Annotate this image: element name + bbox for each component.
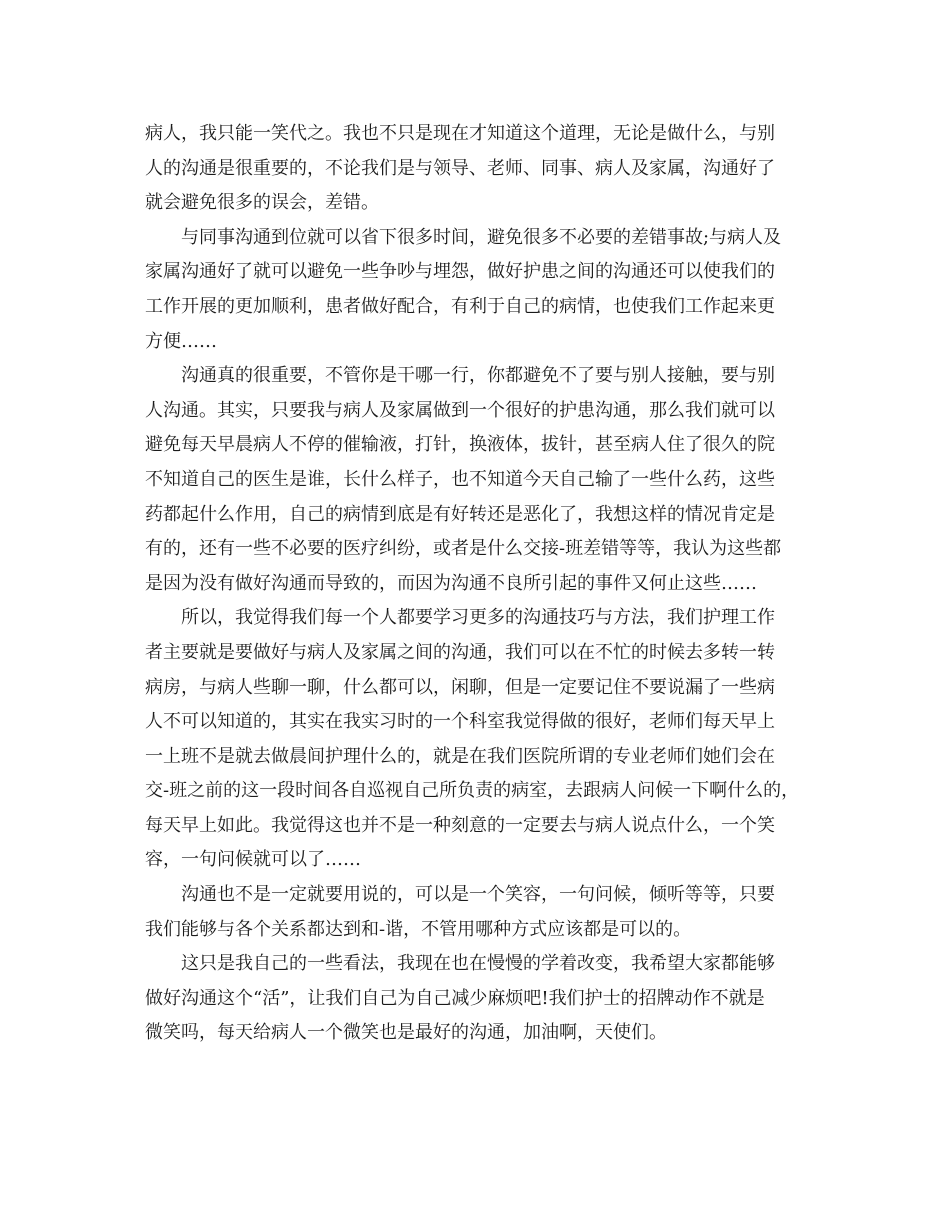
text-line: 容，一句问候就可以了…… [145, 849, 361, 871]
text-line: 方便…… [145, 330, 217, 352]
body-text [145, 117, 825, 1051]
text-line: 这只是我自己的一些看法，我现在也在慢慢的学着改变，我希望大家都能够 [181, 953, 775, 975]
text-line: 病人，我只能一笑代之。我也不只是现在才知道这个道理，无论是做什么，与别 [145, 123, 775, 144]
paragraph [145, 221, 825, 359]
text-line: 沟通真的很重要，不管你是干哪一行，你都避免不了要与别人接触，要与别 [181, 365, 775, 387]
text-line: 有的，还有一些不必要的医疗纠纷，或者是什么交接-班差错等等，我认为这些都 [145, 538, 782, 560]
text-line: 与同事沟通到位就可以省下很多时间，避免很多不必要的差错事故;与病人及 [181, 226, 782, 248]
text-line: 避免每天早晨病人不停的催输液，打针，换液体，拔针，甚至病人住了很久的院 [145, 434, 775, 456]
text-line: 病房，与病人些聊一聊，什么都可以，闲聊，但是一定要记住不要说漏了一些病 [145, 676, 775, 698]
paragraph [145, 601, 825, 878]
text-line: 人的沟通是很重要的，不论我们是与领导、老师、同事、病人及家属，沟通好了 [145, 157, 775, 179]
text-line: 所以，我觉得我们每一个人都要学习更多的沟通技巧与方法，我们护理工作 [181, 607, 775, 629]
text-line: 人不可以知道的，其实在我实习时的一个科室我觉得做的很好，老师们每天早上 [145, 711, 775, 733]
text-line: 不知道自己的医生是谁，长什么样子，也不知道今天自己输了一些什么药，这些 [145, 468, 775, 490]
text-line: 做好沟通这个“活”，让我们自己为自己减少麻烦吧!我们护士的招牌动作不就是 [145, 987, 765, 1009]
text-line: 微笑吗，每天给病人一个微笑也是最好的沟通，加油啊，天使们。 [145, 1022, 667, 1044]
text-line: 每天早上如此。我觉得这也并不是一种刻意的一定要去与病人说点什么，一个笑 [145, 814, 775, 836]
paragraph [145, 359, 825, 601]
text-line: 一上班不是就去做晨间护理什么的，就是在我们医院所谓的专业老师们她们会在 [145, 745, 775, 767]
text-line: 者主要就是要做好与病人及家属之间的沟通，我们可以在不忙的时候去多转一转 [145, 641, 775, 663]
paragraph [145, 878, 825, 947]
text-line: 沟通也不是一定就要用说的，可以是一个笑容，一句问候，倾听等等，只要 [181, 884, 775, 906]
text-line: 是因为没有做好沟通而导致的，而因为沟通不良所引起的事件又何止这些…… [145, 572, 757, 594]
paragraph [145, 947, 825, 1051]
paragraph [145, 117, 825, 221]
text-line: 人沟通。其实，只要我与病人及家属做到一个很好的护患沟通，那么我们就可以 [145, 399, 775, 421]
text-line: 工作开展的更加顺利，患者做好配合，有利于自己的病情，也使我们工作起来更 [145, 295, 775, 317]
text-line: 交-班之前的这一段时间各自巡视自己所负责的病室，去跟病人问候一下啊什么的， [145, 780, 800, 802]
text-line: 药都起什么作用，自己的病情到底是有好转还是恶化了，我想这样的情况肯定是 [145, 503, 775, 525]
text-line: 家属沟通好了就可以避免一些争吵与埋怨，做好护患之间的沟通还可以使我们的 [145, 261, 775, 283]
text-line: 就会避免很多的误会，差错。 [145, 192, 379, 214]
text-line: 我们能够与各个关系都达到和-谐，不管用哪种方式应该都是可以的。 [145, 918, 692, 940]
